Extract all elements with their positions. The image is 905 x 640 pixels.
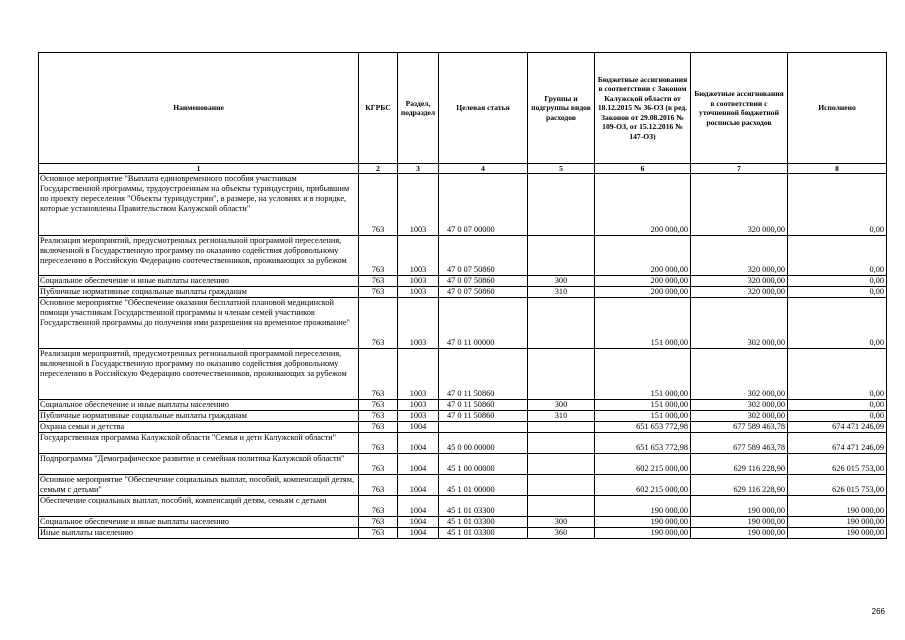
table-row (39, 276, 887, 287)
table-cell-target: 45 1 01 00000 (439, 475, 528, 496)
table-cell-group (528, 454, 595, 475)
table-cell-budget-refined: 320 000,00 (691, 287, 788, 298)
table-cell-razdel: 1004 (398, 496, 439, 517)
table-cell-budget-law: 151 000,00 (595, 349, 691, 400)
table-cell-budget-refined: 629 116 228,90 (691, 475, 788, 496)
table-row (39, 287, 887, 298)
table-cell-budget-refined: 302 000,00 (691, 298, 788, 349)
header-row (39, 53, 887, 164)
table-cell-budget-refined: 302 000,00 (691, 349, 788, 400)
column-number: 3 (398, 164, 439, 174)
table-cell-budget-refined: 677 589 463,78 (691, 433, 788, 454)
table-cell-group: 360 (528, 528, 595, 539)
table-cell-razdel: 1003 (398, 287, 439, 298)
column-number: 6 (595, 164, 691, 174)
table-cell-budget-law: 651 653 772,98 (595, 433, 691, 454)
table-cell-name: Основное мероприятие "Выплата единовременного пособия участникам Государственной программы, трудоустроенным на объекты туриндустрии, прибывшим по проекту переселения "Объекты туриндустрии", в размере, на условиях и в порядке, которые установлены Правительством Калужской области" (39, 174, 359, 236)
header-kgrbs: КГРБС (359, 53, 398, 164)
table-cell-executed: 0,00 (788, 298, 887, 349)
page-number: 266 (871, 607, 885, 616)
table-cell-razdel: 1003 (398, 276, 439, 287)
table-cell-razdel: 1004 (398, 517, 439, 528)
table-cell-budget-law: 602 215 000,00 (595, 475, 691, 496)
table-cell-group: 300 (528, 276, 595, 287)
table-cell-budget-refined: 320 000,00 (691, 236, 788, 276)
table-cell-budget-law: 190 000,00 (595, 517, 691, 528)
header-name: Наименование (39, 53, 359, 164)
table-cell-razdel: 1003 (398, 174, 439, 236)
table-cell-razdel: 1003 (398, 400, 439, 411)
table-cell-executed: 0,00 (788, 411, 887, 422)
table-cell-executed: 0,00 (788, 400, 887, 411)
table-cell-executed: 674 471 246,09 (788, 422, 887, 433)
table-cell-razdel: 1004 (398, 433, 439, 454)
table-cell-kgrbs: 763 (359, 276, 398, 287)
table-cell-group: 310 (528, 287, 595, 298)
table-cell-budget-refined: 190 000,00 (691, 528, 788, 539)
table-cell-kgrbs: 763 (359, 411, 398, 422)
table-cell-name: Публичные нормативные социальные выплаты гражданам (39, 411, 359, 422)
header-budget-refined: Бюджетные ассигнования в соответствии с уточненной бюджетной росписью расходов (691, 53, 788, 164)
table-cell-kgrbs: 763 (359, 422, 398, 433)
table-cell-razdel: 1004 (398, 528, 439, 539)
table-row (39, 400, 887, 411)
table-cell-target: 47 0 07 50860 (439, 276, 528, 287)
table-cell-budget-refined: 677 589 463,78 (691, 422, 788, 433)
table-cell-target: 47 0 11 50860 (439, 411, 528, 422)
table-cell-target: 47 0 11 00000 (439, 298, 528, 349)
table-cell-budget-law: 151 000,00 (595, 400, 691, 411)
table-row (39, 454, 887, 475)
table-cell-executed: 190 000,00 (788, 496, 887, 517)
table-row (39, 298, 887, 349)
table-cell-target: 45 1 01 03300 (439, 528, 528, 539)
table-cell-kgrbs: 763 (359, 174, 398, 236)
table-cell-target: 45 1 01 03300 (439, 517, 528, 528)
table-cell-budget-refined: 190 000,00 (691, 517, 788, 528)
table-cell-budget-refined: 302 000,00 (691, 400, 788, 411)
table-body (39, 174, 887, 539)
table-cell-group (528, 475, 595, 496)
table-cell-name: Основное мероприятие "Обеспечение социальных выплат, пособий, компенсаций детям, семьям с детьми" (39, 475, 359, 496)
table-cell-name: Охрана семьи и детства (39, 422, 359, 433)
budget-table (38, 52, 887, 539)
table-cell-kgrbs: 763 (359, 454, 398, 475)
table-cell-group (528, 174, 595, 236)
table-cell-name: Обеспечение социальных выплат, пособий, компенсаций детям, семьям с детьми (39, 496, 359, 517)
table-cell-razdel: 1003 (398, 411, 439, 422)
table-cell-executed: 0,00 (788, 174, 887, 236)
table-cell-budget-law: 651 653 772,98 (595, 422, 691, 433)
table-row (39, 528, 887, 539)
table-cell-razdel: 1004 (398, 454, 439, 475)
table-cell-group (528, 349, 595, 400)
table-cell-budget-law: 200 000,00 (595, 287, 691, 298)
column-number: 1 (39, 164, 359, 174)
table-cell-budget-law: 200 000,00 (595, 276, 691, 287)
table-cell-budget-refined: 190 000,00 (691, 496, 788, 517)
table-cell-budget-refined: 302 000,00 (691, 411, 788, 422)
table-cell-name: Основное мероприятие "Обеспечение оказания бесплатной плановой медицинской помощи участникам Государственной программы и членам семей участников Государственной программы до получения ими разрешения на временное проживание" (39, 298, 359, 349)
table-cell-budget-law: 151 000,00 (595, 411, 691, 422)
table-cell-budget-law: 190 000,00 (595, 496, 691, 517)
table-cell-group (528, 422, 595, 433)
table-cell-name: Социальное обеспечение и иные выплаты населению (39, 400, 359, 411)
table-cell-kgrbs: 763 (359, 298, 398, 349)
table-cell-budget-law: 200 000,00 (595, 236, 691, 276)
table-cell-executed: 674 471 246,09 (788, 433, 887, 454)
table-cell-kgrbs: 763 (359, 528, 398, 539)
table-cell-target: 47 0 07 00000 (439, 174, 528, 236)
table-cell-razdel: 1003 (398, 298, 439, 349)
table-row (39, 411, 887, 422)
table-cell-group (528, 433, 595, 454)
table-cell-kgrbs: 763 (359, 433, 398, 454)
table-cell-executed: 0,00 (788, 349, 887, 400)
table-cell-target: 47 0 11 50860 (439, 349, 528, 400)
table-cell-kgrbs: 763 (359, 517, 398, 528)
table-cell-budget-law: 602 215 000,00 (595, 454, 691, 475)
table-cell-target: 45 1 00 00000 (439, 454, 528, 475)
table-cell-razdel: 1004 (398, 422, 439, 433)
column-number-row (39, 164, 887, 174)
table-cell-target (439, 422, 528, 433)
header-groups: Группы и подгруппы видов расходов (528, 53, 595, 164)
table-cell-budget-law: 200 000,00 (595, 174, 691, 236)
table-cell-kgrbs: 763 (359, 236, 398, 276)
table-row (39, 236, 887, 276)
table-cell-group: 310 (528, 411, 595, 422)
table-cell-executed: 0,00 (788, 287, 887, 298)
table-cell-target: 47 0 11 50860 (439, 400, 528, 411)
table-row (39, 475, 887, 496)
table-cell-razdel: 1003 (398, 349, 439, 400)
table-cell-kgrbs: 763 (359, 496, 398, 517)
table-cell-name: Реализация мероприятий, предусмотренных региональной программой переселения, включенной в Государственную программу по оказанию содействия добровольному переселению в Российскую Федерацию соотечественников, проживающих за рубежом (39, 236, 359, 276)
column-number: 7 (691, 164, 788, 174)
table-row (39, 422, 887, 433)
column-number: 2 (359, 164, 398, 174)
table-cell-executed: 190 000,00 (788, 528, 887, 539)
table-cell-executed: 626 015 753,00 (788, 475, 887, 496)
table-cell-kgrbs: 763 (359, 349, 398, 400)
table-cell-budget-refined: 320 000,00 (691, 276, 788, 287)
table-cell-kgrbs: 763 (359, 475, 398, 496)
table-cell-executed: 0,00 (788, 236, 887, 276)
table-cell-kgrbs: 763 (359, 287, 398, 298)
table-cell-group (528, 496, 595, 517)
table-cell-executed: 0,00 (788, 276, 887, 287)
table-cell-group (528, 298, 595, 349)
table-cell-razdel: 1004 (398, 475, 439, 496)
table-cell-group: 300 (528, 517, 595, 528)
table-cell-group: 300 (528, 400, 595, 411)
column-number: 5 (528, 164, 595, 174)
table-cell-budget-law: 151 000,00 (595, 298, 691, 349)
table-cell-kgrbs: 763 (359, 400, 398, 411)
header-razdel: Раздел, подраздел (398, 53, 439, 164)
table-cell-target: 47 0 07 50860 (439, 236, 528, 276)
column-number: 4 (439, 164, 528, 174)
header-budget-law: Бюджетные ассигнования в соответствии с Законом Калужской области от 18.12.2015 № 36-ОЗ (в ред. Законов от 29.08.2016 № 109-ОЗ, от 15.12.2016 № 147-ОЗ) (595, 53, 691, 164)
table-cell-name: Социальное обеспечение и иные выплаты населению (39, 517, 359, 528)
budget-document (38, 52, 886, 539)
table-row (39, 496, 887, 517)
table-cell-razdel: 1003 (398, 236, 439, 276)
header-target: Целевая статья (439, 53, 528, 164)
table-row (39, 174, 887, 236)
table-cell-name: Публичные нормативные социальные выплаты гражданам (39, 287, 359, 298)
table-cell-budget-law: 190 000,00 (595, 528, 691, 539)
table-cell-executed: 190 000,00 (788, 517, 887, 528)
table-cell-budget-refined: 629 116 228,90 (691, 454, 788, 475)
table-cell-target: 45 1 01 03300 (439, 496, 528, 517)
table-row (39, 517, 887, 528)
table-cell-name: Реализация мероприятий, предусмотренных региональной программой переселения, включенной в Государственную программу по оказанию содействия добровольному переселению в Российскую Федерацию соотечественников, проживающих за рубежом (39, 349, 359, 400)
table-cell-name: Социальное обеспечение и иные выплаты населению (39, 276, 359, 287)
table-cell-name: Государственная программа Калужской области "Семья и дети Калужской области" (39, 433, 359, 454)
column-number: 8 (788, 164, 887, 174)
table-cell-executed: 626 015 753,00 (788, 454, 887, 475)
table-cell-name: Подпрограмма "Демографическое развитие и семейная политика Калужской области" (39, 454, 359, 475)
table-row (39, 433, 887, 454)
header-executed: Исполнено (788, 53, 887, 164)
table-cell-name: Иные выплаты населению (39, 528, 359, 539)
table-cell-target: 45 0 00 00000 (439, 433, 528, 454)
table-cell-target: 47 0 07 50860 (439, 287, 528, 298)
table-row (39, 349, 887, 400)
table-cell-budget-refined: 320 000,00 (691, 174, 788, 236)
table-cell-group (528, 236, 595, 276)
